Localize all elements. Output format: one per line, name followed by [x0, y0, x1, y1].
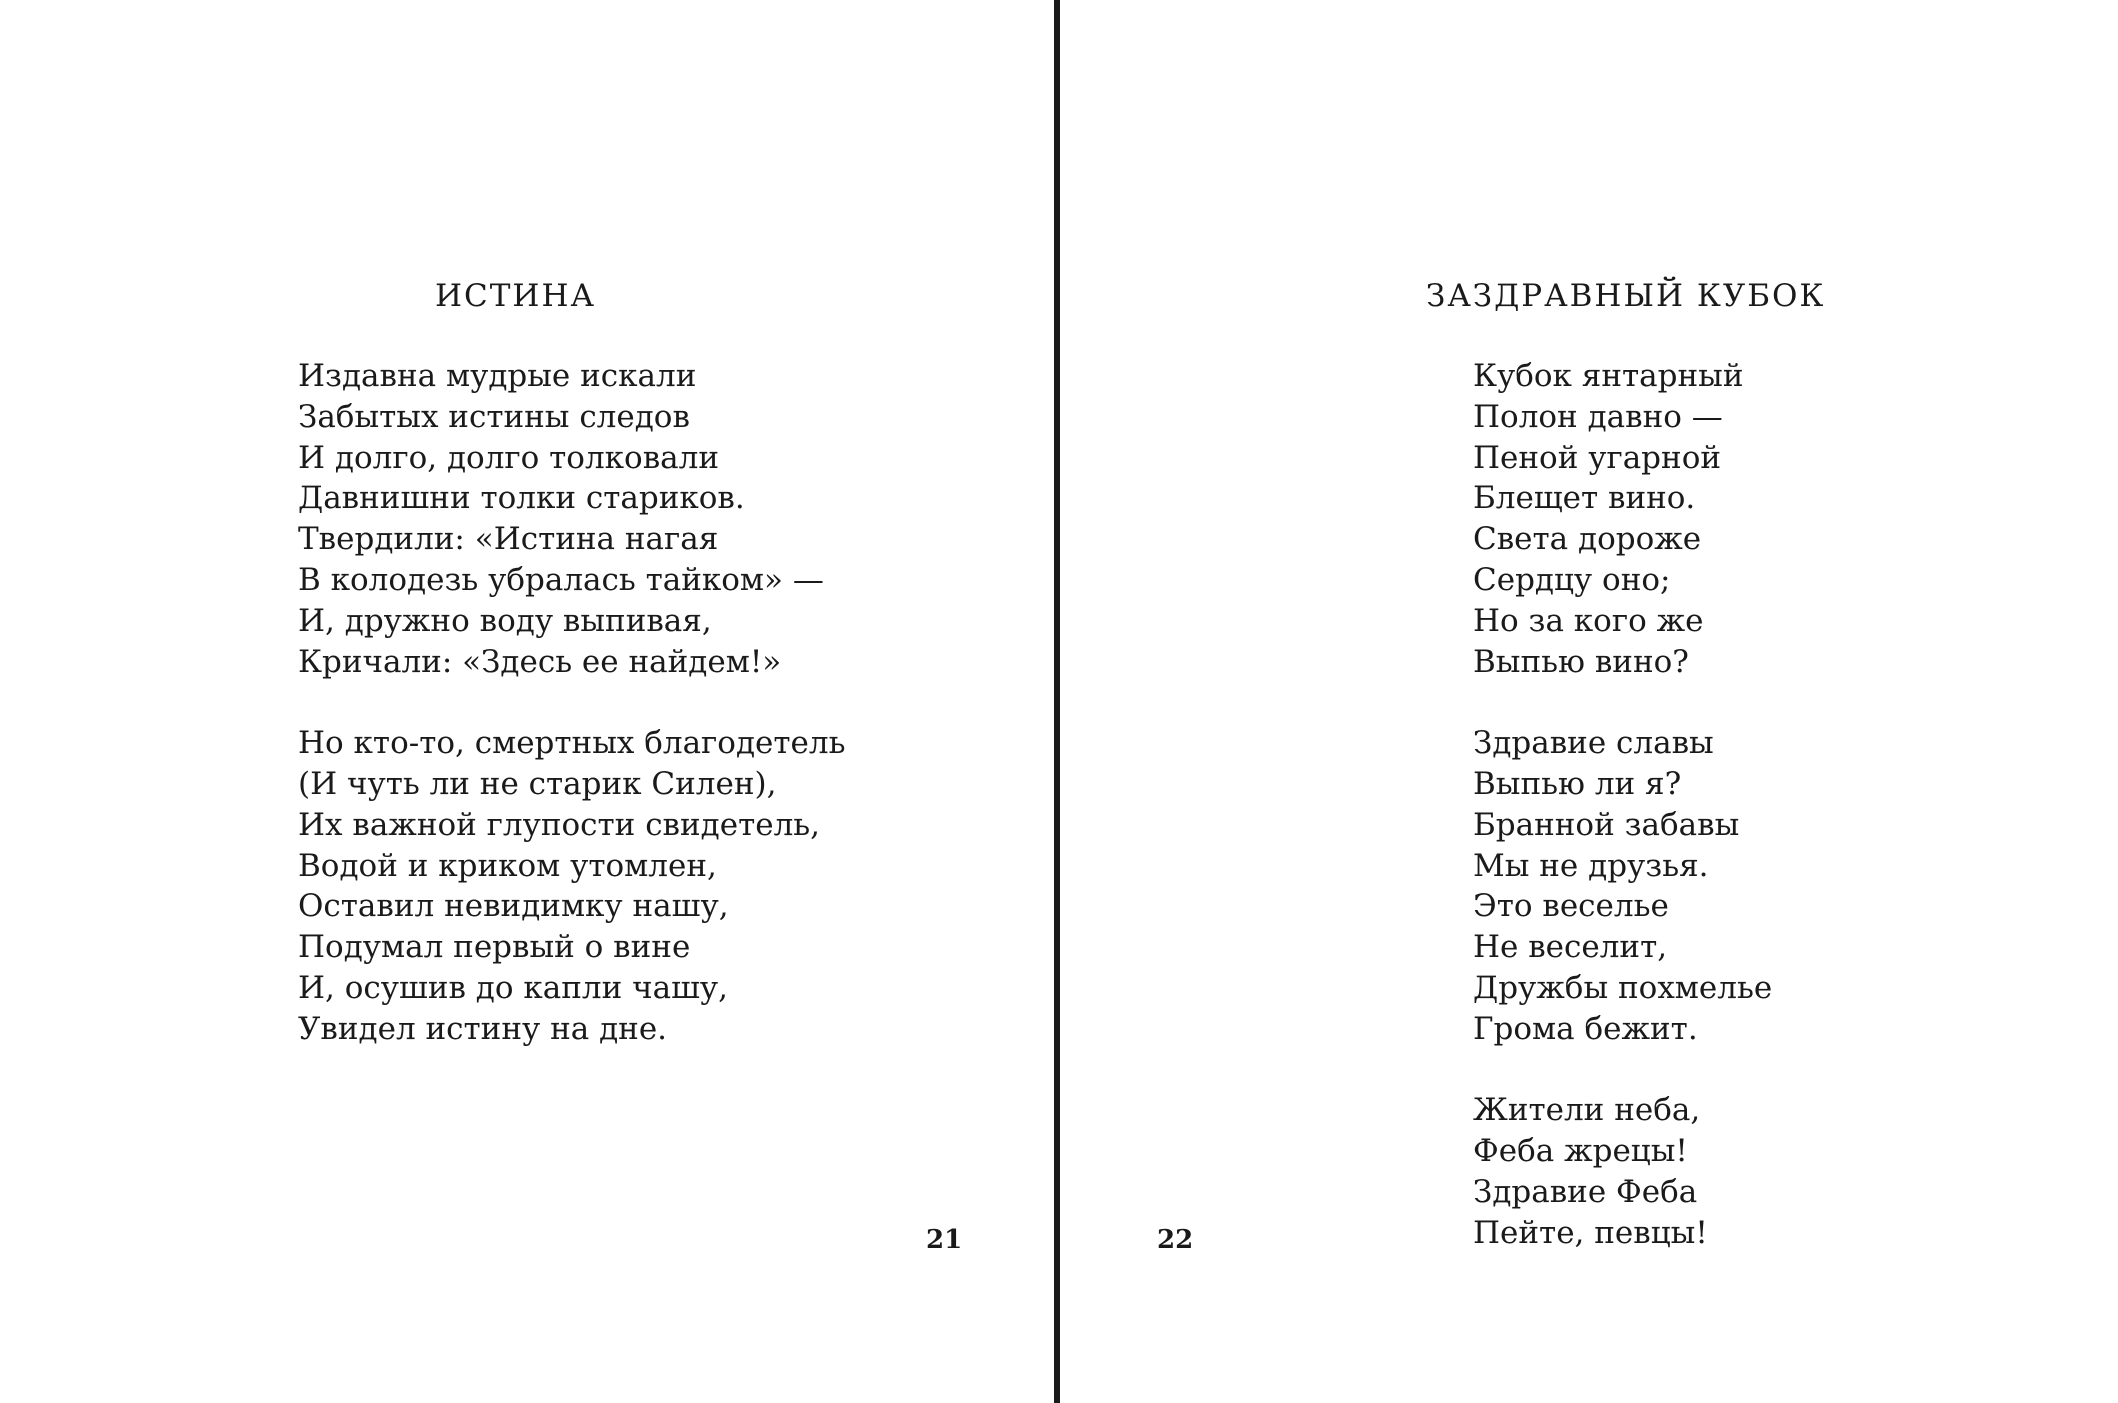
verse-line: И, осушив до капли чашу,	[298, 969, 729, 1006]
poem-title: ЗАЗДРАВНЫЙ КУБОК	[1426, 278, 1826, 314]
verse-line: И долго, долго толковали	[298, 439, 719, 476]
verse-line: Твердили: «Истина нагая	[298, 521, 719, 558]
right-page	[1062, 0, 2118, 1403]
stanza	[1473, 1090, 1772, 1253]
verse-line: Феба жрецы!	[1473, 1133, 1688, 1170]
verse-line: Издавна мудрые искали	[298, 358, 697, 394]
poem-body	[298, 356, 845, 1090]
verse-line: Жители неба,	[1473, 1092, 1701, 1129]
verse-line: Сердцу оно;	[1473, 561, 1671, 598]
verse-line: Бранной забавы	[1473, 806, 1740, 843]
verse-line: Выпью ли я?	[1473, 765, 1682, 802]
stanza	[1473, 723, 1772, 1049]
poem-title: ИСТИНА	[435, 278, 596, 314]
verse-line: В колодезь убралась тайком» —	[298, 561, 824, 598]
verse-line: Забытых истины следов	[298, 398, 690, 435]
stanza	[298, 356, 845, 682]
verse-line: Выпью вино?	[1473, 643, 1689, 680]
poem-body	[1473, 356, 1772, 1294]
verse-line: Оставил невидимку нашу,	[298, 888, 729, 925]
verse-line: Полон давно —	[1473, 398, 1723, 435]
stanza	[298, 723, 845, 1049]
verse-line: (И чуть ли не старик Силен),	[298, 765, 777, 802]
verse-line: Здравие славы	[1473, 725, 1714, 762]
verse-line: Грома бежит.	[1473, 1010, 1698, 1047]
verse-line: Здравие Феба	[1473, 1173, 1698, 1210]
verse-line: Дружбы похмелье	[1473, 969, 1773, 1006]
verse-line: Света дороже	[1473, 521, 1702, 558]
verse-line: Подумал первый о вине	[298, 929, 691, 966]
verse-line: Кричали: «Здесь ее найдем!»	[298, 643, 782, 680]
verse-line: Водой и криком утомлен,	[298, 847, 717, 884]
verse-line: Увидел истину на дне.	[298, 1010, 668, 1047]
verse-line: Блещет вино.	[1473, 480, 1696, 517]
left-page	[0, 0, 1054, 1403]
verse-line: Но кто-то, смертных благодетель	[298, 725, 846, 762]
verse-line: Не веселит,	[1473, 929, 1668, 966]
page-number: 22	[1157, 1225, 1194, 1255]
verse-line: Кубок янтарный	[1473, 358, 1744, 394]
verse-line: Но за кого же	[1473, 602, 1704, 639]
verse-line: Их важной глупости свидетель,	[298, 806, 821, 843]
verse-line: Пеной угарной	[1473, 439, 1722, 476]
verse-line: Давнишни толки стариков.	[298, 480, 745, 517]
stanza	[1473, 356, 1772, 682]
spine-divider	[1054, 0, 1060, 1403]
page-number: 21	[926, 1225, 963, 1255]
verse-line: И, дружно воду выпивая,	[298, 602, 712, 639]
verse-line: Мы не друзья.	[1473, 847, 1709, 884]
verse-line: Это веселье	[1473, 888, 1669, 925]
verse-line: Пейте, певцы!	[1473, 1214, 1708, 1251]
